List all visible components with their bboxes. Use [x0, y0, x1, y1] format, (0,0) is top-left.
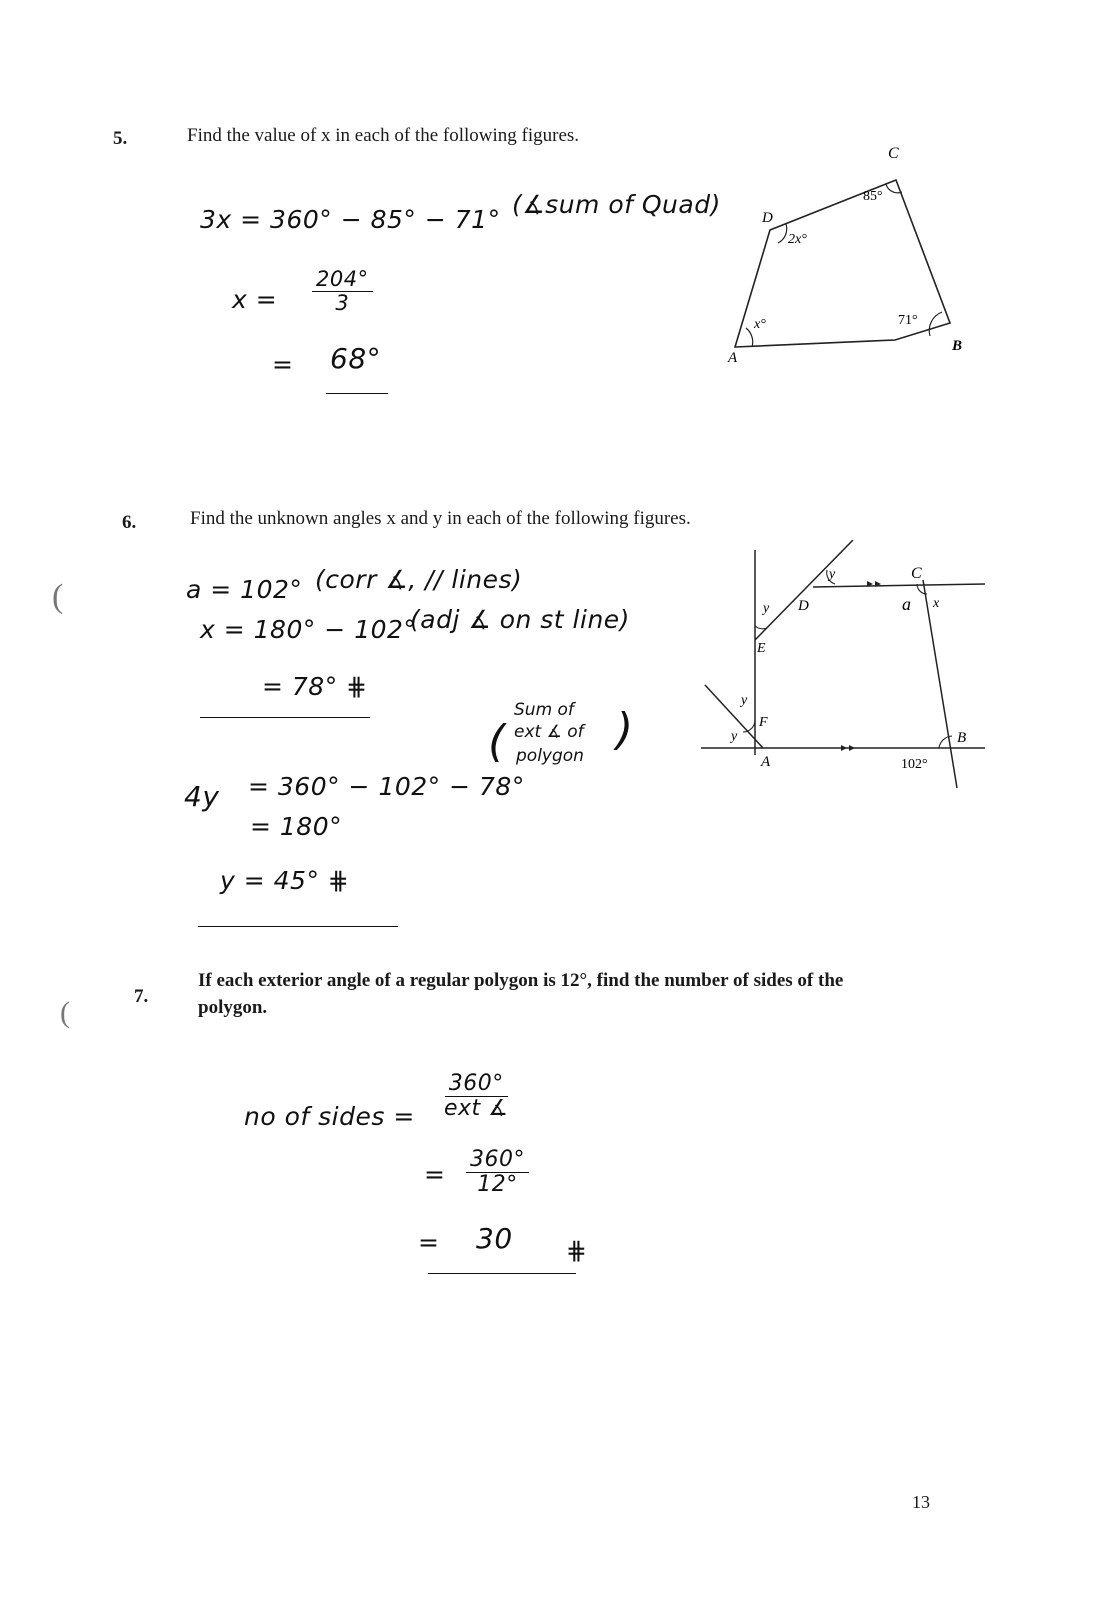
q5-angle-c-label: 85° [863, 189, 883, 204]
q6-cb-line [923, 580, 957, 788]
q7-question [198, 968, 918, 1021]
q7-question-line2: polygon. [198, 996, 268, 1018]
q5-label-c: C [888, 145, 899, 162]
q6-y-label-f2: y [731, 729, 738, 744]
q5-angle-a-label: x° [754, 317, 766, 332]
q6-reason4-line3: polygon [516, 746, 584, 766]
q6-work-line4a: 4y [184, 780, 220, 813]
q7-frac1-numerator: 360° [445, 1072, 508, 1097]
q5-question: Find the value of x in each of the following figures. [187, 125, 580, 146]
q7-number: 7. [134, 986, 149, 1007]
q6-polygon-figure [695, 540, 995, 800]
q5-answer-underline [326, 393, 388, 394]
margin-mark-1: ( [52, 578, 64, 615]
q6-reason4-open-paren: ( [488, 716, 506, 767]
q5-frac-numerator: 204° [312, 268, 373, 292]
q5-angle-a-arc [746, 328, 753, 347]
q6-work-line2: x = 180° − 102° [200, 615, 417, 644]
q6-label-d: D [798, 598, 809, 614]
q6-label-a: A [761, 754, 771, 770]
q5-number: 5. [113, 128, 128, 149]
q5-quadrilateral-figure [720, 140, 980, 370]
q7-frac2-numerator: 360° [466, 1148, 529, 1173]
q6-top-parallel-line [813, 584, 985, 587]
q6-y-label-e: y [763, 601, 770, 616]
q6-reason4-group [488, 700, 648, 800]
q7-work-eq1: = [424, 1160, 446, 1189]
q7-frac2-denominator: 12° [477, 1172, 518, 1198]
q6-y-label-d: y [829, 567, 836, 582]
q7-work-fraction1 [440, 1072, 512, 1121]
q6-label-c: C [911, 565, 922, 582]
q6-work-line3: = 78° ⋕ [262, 672, 368, 701]
q7-frac1-denominator: ext ∡ [444, 1096, 509, 1122]
q6-label-e: E [757, 641, 766, 656]
q5-quad-outline [735, 180, 950, 347]
q6-line6-underline [198, 926, 398, 927]
q6-y-label-f1: y [741, 693, 748, 708]
q6-line3-underline [200, 717, 370, 718]
q7-work-label: no of sides = [244, 1102, 415, 1131]
q6-x-label: x [933, 596, 940, 611]
q7-question-line1: If each exterior angle of a regular polygon is 12°, find the number of sides of the [198, 970, 844, 991]
q6-number: 6. [122, 512, 137, 533]
q6-reason4-close-paren: ) [616, 704, 634, 755]
q6-work-line4b: = 360° − 102° − 78° [248, 772, 525, 801]
q5-label-b: B [952, 338, 963, 354]
q5-angle-b-arc [929, 312, 942, 336]
q7-work-fraction2 [466, 1148, 529, 1197]
q6-angle-f-arc [743, 720, 755, 732]
q5-work-answer: 68° [330, 342, 382, 375]
q6-reason4-line2: ext ∡ of [514, 722, 584, 742]
q6-reason4-line1: Sum of [514, 700, 574, 720]
q6-work-reason1: (corr ∡, // lines) [315, 565, 523, 594]
q5-work-fraction [312, 268, 373, 315]
q5-label-d: D [762, 210, 773, 226]
q5-frac-denominator: 3 [335, 291, 350, 316]
q6-work-line6: y = 45° ⋕ [220, 866, 350, 895]
q5-label-a: A [728, 350, 738, 366]
q5-work-reason1: (∡sum of Quad) [512, 190, 721, 219]
q5-work-line1: 3x = 360° − 85° − 71° [200, 205, 501, 234]
q7-work-eq2: = [418, 1228, 440, 1257]
q7-work-answer: 30 [476, 1222, 513, 1255]
q6-label-b: B [957, 730, 967, 746]
q6-angle-b-label: 102° [901, 757, 928, 772]
q6-work-line5: = 180° [250, 812, 343, 841]
q7-answer-underline [428, 1273, 576, 1274]
q6-label-f: F [759, 715, 768, 730]
q6-angle-e-arc [755, 626, 767, 629]
q5-work-x-label: x = [232, 285, 278, 314]
q5-angle-d-label: 2x° [788, 232, 807, 247]
q6-work-reason2: (adj ∡ on st line) [410, 605, 630, 634]
q6-diagonal-de-line [755, 540, 853, 640]
q6-a-label: a [902, 594, 911, 614]
q5-work-eq: = [272, 350, 294, 379]
page-number: 13 [912, 1492, 930, 1512]
q7-work-mark: ⋕ [566, 1236, 588, 1265]
q6-work-line1: a = 102° [186, 575, 303, 604]
margin-mark-2: ( [60, 996, 70, 1029]
q6-question: Find the unknown angles x and y in each of the following figures. [190, 508, 691, 529]
q5-angle-b-label: 71° [898, 313, 918, 328]
